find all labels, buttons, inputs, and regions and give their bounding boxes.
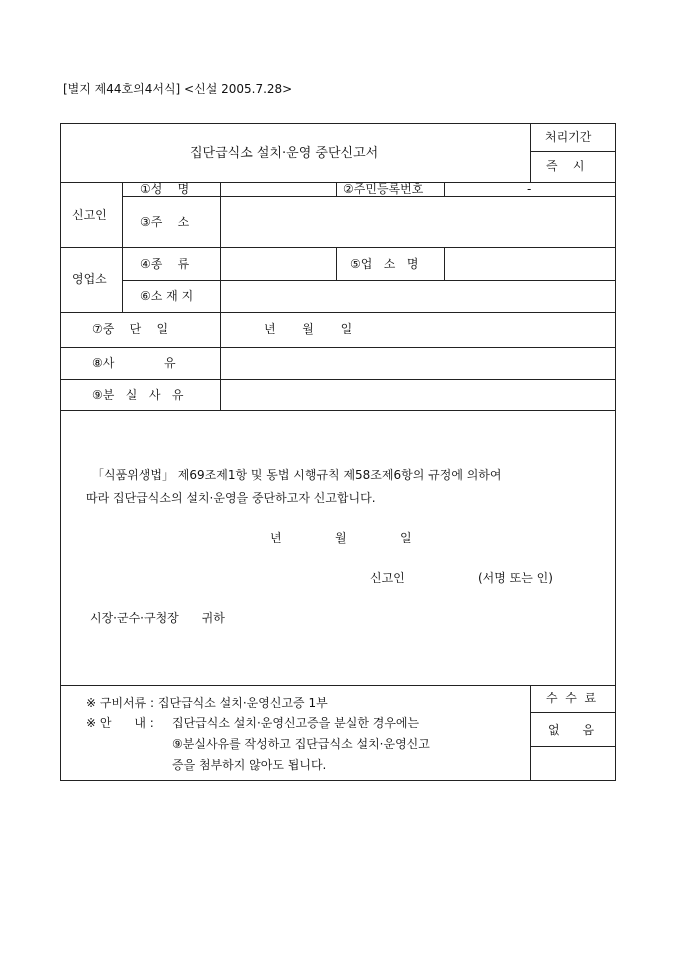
business-group-label: 영업소 [72, 272, 107, 286]
rrn-label: ②주민등록번호 [343, 182, 424, 196]
fee-label: 수 수 료 [546, 691, 597, 705]
declaration-date[interactable]: 년 월 일 [270, 531, 412, 545]
loss-reason-label: ⑨분 실 사 유 [92, 388, 184, 402]
guide-line-1: 집단급식소 설치·운영신고증을 분실한 경우에는 [172, 716, 420, 730]
business-name-label: ⑤업 소 명 [350, 257, 419, 271]
suspension-date-label: ⑦중 단 일 [92, 322, 169, 336]
location-label: ⑥소 재 지 [140, 289, 194, 303]
reason-label: ⑧사 유 [92, 356, 176, 370]
addressee: 시장·군수·구청장 귀하 [90, 611, 225, 625]
signer-label: 신고인 [370, 571, 405, 585]
guide-label: ※ 안 내 : [86, 716, 154, 730]
address-label: ③주 소 [140, 215, 190, 229]
signature-field[interactable]: (서명 또는 인) [478, 571, 553, 585]
declaration-line-1: 「식품위생법」 제69조제1항 및 동법 시행규칙 제58조제6항의 규정에 의하여 [92, 468, 502, 482]
name-label: ①성 명 [140, 182, 190, 196]
suspension-date-field[interactable]: 년 월 일 [264, 322, 353, 336]
processing-period-label: 처리기간 [545, 130, 592, 144]
business-type-label: ④종 류 [140, 257, 190, 271]
guide-line-3: 증을 첨부하지 않아도 됩니다. [172, 758, 327, 772]
reporter-group-label: 신고인 [72, 208, 107, 222]
processing-period-value: 즉 시 [546, 159, 585, 173]
fee-value: 없 음 [548, 723, 595, 737]
form-title: 집단급식소 설치·운영 중단신고서 [190, 146, 379, 161]
rrn-field[interactable]: - [527, 182, 532, 196]
guide-line-2: ⑨분실사유를 작성하고 집단급식소 설치·운영신고 [172, 737, 430, 751]
declaration-line-2: 따라 집단급식소의 설치·운영을 중단하고자 신고합니다. [86, 491, 376, 505]
required-documents-note: ※ 구비서류 : 집단급식소 설치·운영신고증 1부 [86, 696, 328, 710]
form-number: [별지 제44호의4서식] <신설 2005.7.28> [63, 82, 293, 96]
